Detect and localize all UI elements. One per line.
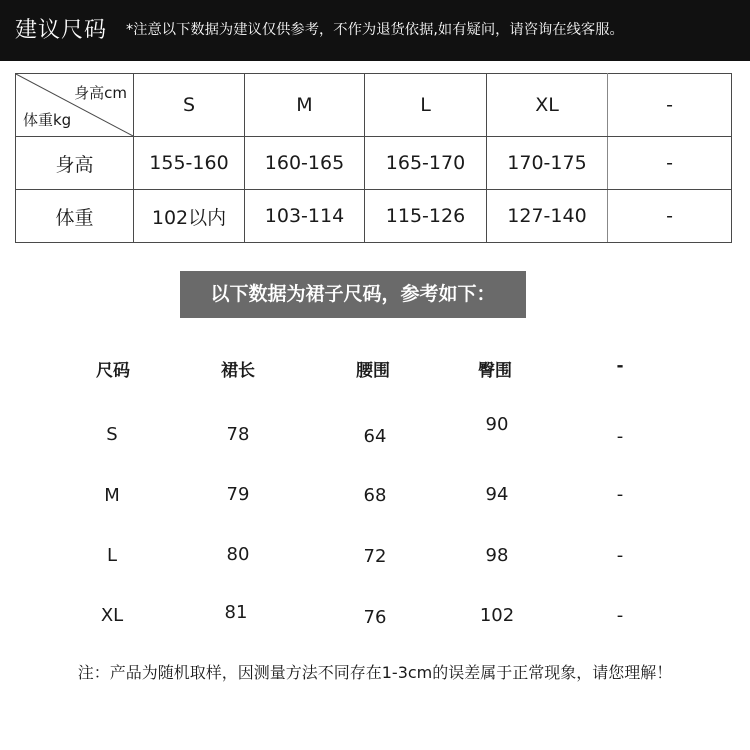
size-column-header: S bbox=[134, 74, 245, 137]
table-cell: - bbox=[616, 484, 624, 505]
table-cell: 102 bbox=[479, 605, 515, 626]
table-cell: 170-175 bbox=[487, 137, 608, 190]
table-cell: 98 bbox=[485, 545, 509, 566]
size-table-row-weight bbox=[16, 190, 732, 243]
table-cell: S bbox=[106, 424, 118, 445]
row-label: 身高 bbox=[16, 137, 134, 190]
table-cell: 115-126 bbox=[365, 190, 487, 243]
table-cell: 160-165 bbox=[245, 137, 365, 190]
table-cell: 165-170 bbox=[365, 137, 487, 190]
table-cell: 76 bbox=[363, 607, 387, 628]
table-cell: - bbox=[616, 426, 624, 447]
table-cell: 94 bbox=[485, 484, 509, 505]
footer-note: 注：产品为随机取样，因测量方法不同存在1-3cm的误差属于正常现象，请您理解！ bbox=[77, 663, 673, 682]
table-cell: 103-114 bbox=[245, 190, 365, 243]
table-cell: 72 bbox=[363, 546, 387, 567]
header-note: *注意以下数据为建议仅供参考，不作为退货依据,如有疑问，请咨询在线客服。 bbox=[126, 22, 624, 38]
size-column-header: - bbox=[608, 74, 732, 137]
skirt-header-length: 裙长 bbox=[221, 361, 255, 381]
table-cell: 102以内 bbox=[134, 190, 245, 243]
table-cell: XL bbox=[100, 605, 124, 626]
table-cell: 64 bbox=[363, 426, 387, 447]
table-row bbox=[0, 460, 750, 520]
skirt-header-extra: - bbox=[616, 356, 624, 376]
size-column-header: XL bbox=[487, 74, 608, 137]
size-column-header: L bbox=[365, 74, 487, 137]
size-recommendation-table bbox=[15, 73, 732, 243]
table-cell: - bbox=[608, 137, 732, 190]
skirt-header-hip: 臀围 bbox=[478, 361, 512, 381]
row-label: 体重 bbox=[16, 190, 134, 243]
table-row bbox=[0, 400, 750, 460]
table-cell: 127-140 bbox=[487, 190, 608, 243]
table-cell: M bbox=[104, 485, 120, 506]
table-cell: 155-160 bbox=[134, 137, 245, 190]
size-table-row-height bbox=[16, 137, 732, 190]
table-cell: - bbox=[616, 605, 624, 626]
header-bar bbox=[0, 0, 750, 61]
table-cell: 68 bbox=[363, 485, 387, 506]
table-cell: 78 bbox=[226, 424, 250, 445]
corner-weight-label: 体重kg bbox=[23, 111, 72, 129]
table-row bbox=[0, 580, 750, 640]
skirt-header-waist: 腰围 bbox=[356, 361, 390, 381]
header-title: 建议尺码 bbox=[14, 18, 107, 43]
table-cell: - bbox=[616, 545, 624, 566]
table-cell: 90 bbox=[485, 414, 509, 435]
size-column-header: M bbox=[245, 74, 365, 137]
skirt-header-size: 尺码 bbox=[96, 361, 130, 381]
table-cell: L bbox=[106, 545, 118, 566]
skirt-size-table bbox=[0, 340, 750, 640]
skirt-table-header-row bbox=[0, 340, 750, 400]
table-cell: 81 bbox=[224, 602, 248, 623]
table-cell: - bbox=[608, 190, 732, 243]
corner-height-label: 身高cm bbox=[74, 84, 127, 102]
table-cell: 79 bbox=[226, 484, 250, 505]
table-row bbox=[0, 520, 750, 580]
skirt-section-banner: 以下数据为裙子尺码，参考如下： bbox=[180, 271, 526, 318]
size-table-header-row bbox=[16, 74, 732, 137]
table-cell: 80 bbox=[226, 544, 250, 565]
corner-cell bbox=[16, 74, 134, 137]
